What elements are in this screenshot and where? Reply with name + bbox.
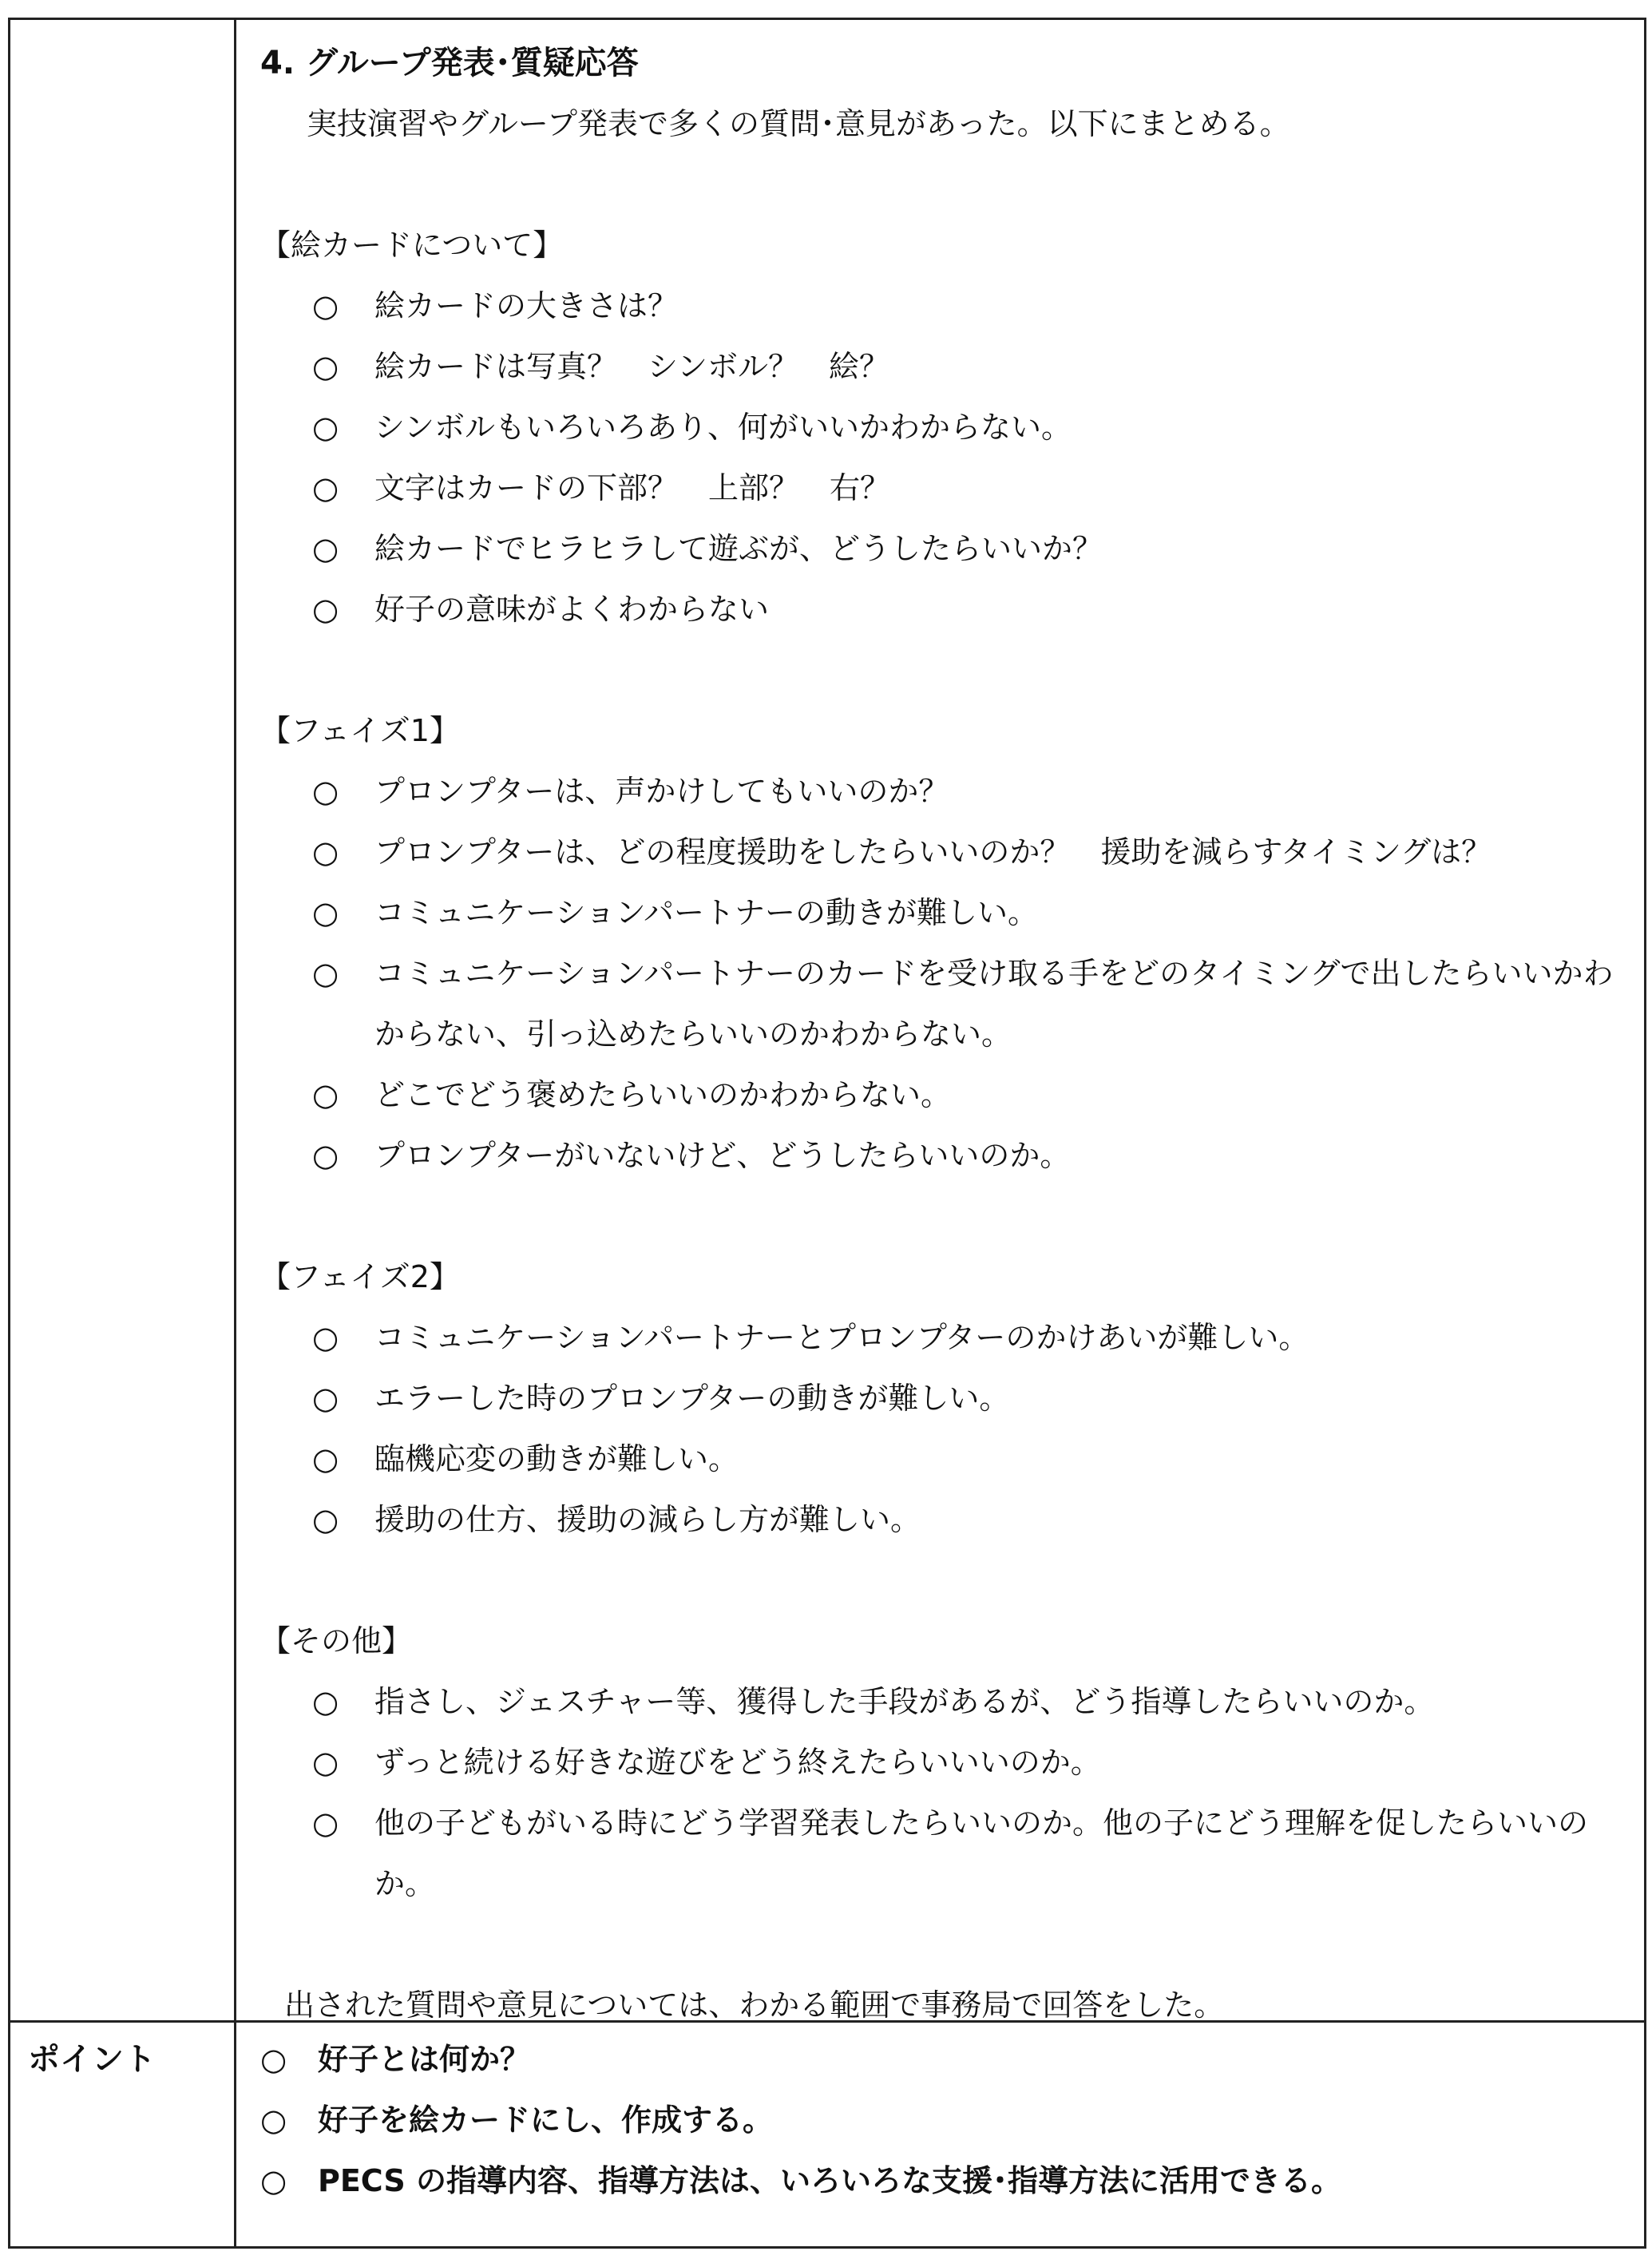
point-item-text: 好子とは何か？: [318, 2042, 531, 2077]
circle-bullet-icon: ○: [312, 470, 339, 505]
point-item-text: PECS の指導内容、指導方法は、いろいろな支援･指導方法に活用できる。: [318, 2163, 1342, 2198]
circle-bullet-icon: ○: [312, 349, 339, 384]
list-item-text: プロンプターは、どの程度援助をしたらいいのか？ 援助を減らすタイミングは？: [374, 834, 1492, 870]
list-item-text: エラーした時のプロンプターの動きが難しい。: [374, 1381, 1010, 1416]
points-cell: [236, 2023, 1644, 2211]
point-item-text: 好子を絵カードにし、作成する。: [318, 2102, 774, 2138]
point-item: [260, 2029, 1628, 2090]
list-item: [260, 458, 1628, 518]
point-item: [260, 2090, 1628, 2150]
list-item-text: 指さし、ジェスチャー等、獲得した手段があるが、どう指導したらいいのか。: [374, 1684, 1435, 1719]
list-item: [260, 1793, 1628, 1914]
document-table: [8, 18, 1646, 2249]
circle-bullet-icon: ○: [312, 1745, 339, 1780]
circle-bullet-icon: ○: [312, 288, 339, 323]
circle-bullet-icon: ○: [312, 1502, 339, 1537]
list-item: [260, 1064, 1628, 1125]
list-item-text: 文字はカードの下部？ 上部？ 右？: [374, 470, 891, 505]
circle-bullet-icon: ○: [312, 1077, 339, 1112]
spacer: [260, 1550, 1628, 1611]
list-item-text: 援助の仕方、援助の減らし方が難しい。: [374, 1502, 921, 1537]
circle-bullet-icon: ○: [312, 1138, 339, 1173]
circle-bullet-icon: ○: [260, 2102, 287, 2138]
list-item: [260, 518, 1628, 579]
list-item-text: 他の子どもがいる時にどう学習発表したらいいのか。他の子にどう理解を促したらいいのか。: [374, 1805, 1589, 1901]
circle-bullet-icon: ○: [312, 1805, 339, 1841]
list-item: [260, 1732, 1628, 1793]
section-title-phase-1: 【フェイズ1】: [260, 713, 460, 748]
list-item-text: コミュニケーションパートナーとプロンプターのかけあいが難しい。: [374, 1320, 1309, 1355]
list-item: [260, 579, 1628, 640]
circle-bullet-icon: ○: [312, 834, 339, 870]
list-item-text: 臨機応変の動きが難しい。: [374, 1441, 739, 1476]
list-item: [260, 1125, 1628, 1186]
list-item: [260, 1429, 1628, 1489]
closing-text: 出された質問や意見については、わかる範囲で事務局で回答をした。: [284, 1988, 1225, 2023]
circle-bullet-icon: ○: [312, 410, 339, 445]
list-item: [260, 275, 1628, 336]
points-label: ポイント: [28, 2041, 156, 2078]
list-item-text: コミュニケーションパートナーの動きが難しい。: [374, 895, 1039, 930]
spacer: [260, 1914, 1628, 1975]
circle-bullet-icon: ○: [312, 1381, 339, 1416]
intro-text: 実技演習やグループ発表で多くの質問･意見があった。以下にまとめる。: [307, 106, 1290, 141]
circle-bullet-icon: ○: [312, 956, 339, 991]
circle-bullet-icon: ○: [312, 531, 339, 566]
list-item: [260, 943, 1628, 1064]
list-item-text: ずっと続ける好きな遊びをどう終えたらいいいのか。: [374, 1745, 1101, 1780]
section-title-other: 【その他】: [260, 1623, 413, 1659]
spacer: [260, 154, 1628, 215]
circle-bullet-icon: ○: [312, 774, 339, 809]
list-item-text: 好子の意味がよくわからない: [374, 592, 770, 627]
list-item-text: コミュニケーションパートナーのカードを受け取る手をどのタイミングで出したらいいかわからない、引っ込めたらいいのかわからない。: [374, 956, 1614, 1052]
circle-bullet-icon: ○: [312, 895, 339, 930]
list-item: [260, 1368, 1628, 1429]
list-item-text: 絵カードは写真？ シンボル？ 絵？: [374, 349, 890, 384]
list-item-text: どこでどう褒めたらいいのかわからない。: [374, 1077, 952, 1112]
list-item: [260, 397, 1628, 458]
circle-bullet-icon: ○: [260, 2163, 287, 2198]
circle-bullet-icon: ○: [312, 592, 339, 627]
list-item: [260, 882, 1628, 943]
point-item: [260, 2150, 1628, 2211]
spacer: [260, 640, 1628, 700]
circle-bullet-icon: ○: [312, 1684, 339, 1719]
circle-bullet-icon: ○: [312, 1441, 339, 1476]
section-heading: 4. グループ発表･質疑応答: [260, 45, 639, 81]
list-item: [260, 1307, 1628, 1368]
list-item: [260, 1671, 1628, 1732]
list-item-text: 絵カードの大きさは？: [374, 288, 679, 323]
list-item: [260, 336, 1628, 397]
list-item: [260, 1489, 1628, 1550]
list-item-text: シンボルもいろいろあり、何がいいかわからない。: [374, 410, 1072, 445]
list-item-text: プロンプターは、声かけしてもいいのか？: [374, 774, 949, 809]
main-content-cell: [236, 20, 1644, 2023]
list-item-text: プロンプターがいないけど、どうしたらいいのか。: [374, 1138, 1071, 1173]
section-title-picture-cards: 【絵カードについて】: [260, 228, 564, 263]
spacer: [260, 1186, 1628, 1246]
circle-bullet-icon: ○: [260, 2042, 287, 2077]
circle-bullet-icon: ○: [312, 1320, 339, 1355]
section-title-phase-2: 【フェイズ2】: [260, 1259, 460, 1294]
list-item-text: 絵カードでヒラヒラして遊ぶが、どうしたらいいか？: [374, 531, 1103, 566]
list-item: [260, 822, 1628, 882]
list-item: [260, 761, 1628, 822]
